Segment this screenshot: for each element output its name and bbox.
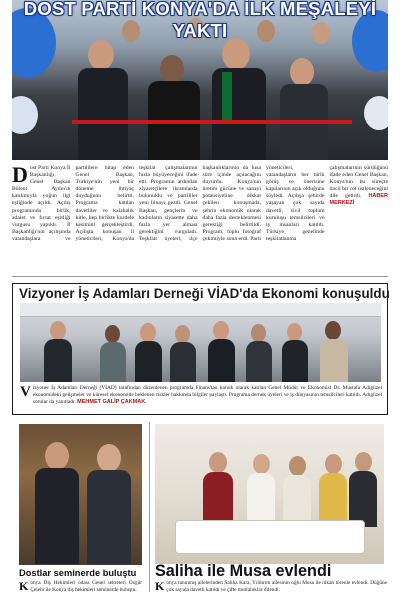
event-banner [20,303,381,317]
middle-story [12,283,388,415]
green-scarf [222,72,232,122]
red-ribbon [72,120,352,124]
bottom-right-photo [155,424,384,564]
top-story-byline: HABER MERKEZİ [329,193,389,207]
middle-story-text: izyoner İş Adamları Derneği (VİAD) tarafından düzenlenen programda Finans'tan konuk olarak katılan Genel Müdür ve Ekonomist Dr. Mustafa Adıgüzel ekonomideki gelişmeler ve küresel ekonomide beklenen riskler hakkında bilgiler paylaştı. Programa dernek üyeleri ve iş dünyasının temsilcileri katıldı. Adıgüzel sorular da yanıtladı. [32,385,382,405]
top-story-text: ost Parti Konya İl Başkanlığı, Genel Başkan Bülent Aydın'ın katılımıyla yoğun ilgi eşliğinde açıldı. Açılış programında birlik, adalet ve fırsat eşitliği vurgusu yapıldı. İl Başkanlığı'nın açılışında vatandaşlara ve partililere hitap eden Genel Başkan, Türkiye'nin yeni bir döneme ihtiyaç duyduğunu belirtti. Programa katılan davetliler ve kalabalık kitle, hep birlikte kurdele kesimini gerçekleştirdi. Açılışta konuşan il yöneticileri, Konya'da teşkilat çalışmalarının hızla büyüyeceğini ifade etti. Programın ardından ziyaretçilere ikramlarda bulunuldu ve partililer yeni binayı gezdi. Genel Başkan, gençlerin ve kadınların siyasette daha fazla yer alması gerektiğini vurguladı. Teşkilat üyeleri, ilçe başkanlıklarının da kısa süre içinde açılacağını duyurdu. Konya'nın üretim gücüne ve sanayi potansiyeline dikkat çekilen konuşmada, şehrin ekonomik olarak daha fazla desteklenmesi gerektiği belirtildi. Program, toplu fotoğraf çekimiyle sona erdi. Parti yöneticileri, vatandaşların her türlü görüş ve önerisine kapılarının açık olduğunu söyledi. Açılışa şehirde yaşayan çok sayıda davetli, sivil toplum kuruluşu temsilcileri ve iş insanları katıldı. Türkiye genelinde teşkilatlanma çalışmalarının sürdüğünü ifade eden Genel Başkan, Konya'nın bu süreçte öncü bir rol üstleneceğini dile getirdi. [12,165,388,242]
middle-story-dropcap: V [20,384,31,400]
bottom-right-dropcap: K [155,580,165,593]
column-divider [149,422,150,592]
top-story-photo [12,0,388,160]
bottom-right-text: onya tanınmış ailelerinden Saliha Kara, Yıldırım ailesinin oğlu Musa ile nikah törenle evlendi. Düğüne çok sayıda davetli katıldı ve çifte mutluluklar dilendi. [166,580,387,593]
middle-story-byline: MEHMET GALİP ÇAKMAK [77,398,146,405]
bottom-right-headline: Saliha ile Musa evlendi [155,562,332,580]
balloon-right-low [364,96,388,130]
balloon-left-low [12,96,38,134]
top-story-headline: DOST PARTİ KONYA'DA İLK MEŞALEYİ YAKTI [23,0,377,41]
middle-story-photo [20,303,381,382]
top-story-dropcap: D [12,162,28,187]
section-divider [12,276,388,277]
bottom-right-body [155,580,387,594]
bottom-left-body [19,580,142,594]
bottom-left-photo [19,424,142,565]
bottom-left-dropcap: K [19,580,29,593]
bottom-left-text: onya Diş Hekimleri odası Genel sekreteri Özgür Çelebi ile Konya diş hekimleri seminerde buluştu. [30,580,142,593]
bottom-left-headline: Dostlar seminerde buluştu [19,568,137,578]
wedding-table [175,520,365,554]
middle-story-body [20,385,382,405]
top-story-body [12,162,389,271]
middle-story-headline: Vizyoner İş Adamları Derneği VİAD'da Ekonomi konuşuldu [19,286,390,301]
